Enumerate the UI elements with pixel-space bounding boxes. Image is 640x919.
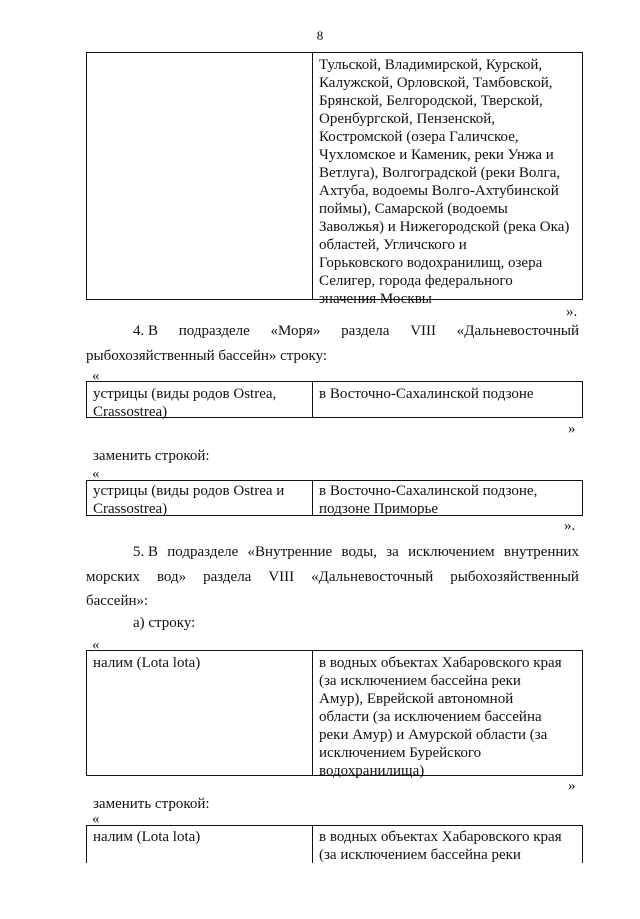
cell-line: Калужской, Орловской, Тамбовской, bbox=[319, 75, 553, 91]
word: VIII bbox=[268, 569, 295, 585]
word: за bbox=[386, 544, 399, 560]
opening-quote: « bbox=[92, 637, 100, 653]
cell-line: значения Москвы bbox=[319, 291, 432, 307]
item-5-line-1 bbox=[133, 543, 579, 561]
cell-line: Ахтуба, водоемы Волго-Ахтубинской bbox=[319, 183, 559, 199]
cell-line: Чухломское и Каменик, реки Унжа и bbox=[319, 147, 554, 163]
cell-line: налим (Lota lota) bbox=[93, 829, 201, 845]
cell-line: реки Амур) и Амурской области (за bbox=[319, 727, 548, 743]
closing-quote: ». bbox=[566, 304, 578, 320]
cell-line: Амур), Еврейской автономной bbox=[319, 691, 514, 707]
cell-line: Тульской, Владимирской, Курской, bbox=[319, 57, 543, 73]
word: «Дальневосточный bbox=[456, 323, 579, 339]
left-cell bbox=[93, 482, 284, 518]
word: «Дальневосточный bbox=[311, 569, 434, 585]
word: рыбохозяйственный bbox=[450, 569, 579, 585]
closing-quote: ». bbox=[564, 518, 576, 534]
word: воды, bbox=[341, 544, 377, 560]
cell-line: налим (Lota lota) bbox=[93, 655, 201, 671]
cell-line: Оренбургской, Пензенской, bbox=[319, 111, 496, 127]
cell-line: Crassostrea) bbox=[93, 404, 168, 420]
opening-quote: « bbox=[92, 466, 100, 482]
closing-quote: » bbox=[568, 778, 576, 794]
cell-line: в Восточно-Сахалинской подзоне bbox=[319, 386, 534, 402]
item-5-sub-a: а) строку: bbox=[133, 615, 196, 631]
replace-label: заменить строкой: bbox=[93, 448, 210, 464]
word: морских bbox=[86, 569, 140, 585]
item-5-line-3: бассейн»: bbox=[86, 593, 149, 609]
column-divider bbox=[312, 53, 313, 299]
word: исключением bbox=[408, 544, 495, 560]
table-new-oysters bbox=[86, 480, 583, 516]
cell-line: Горьковского водохранилищ, озера bbox=[319, 255, 543, 271]
cell-line: в Восточно-Сахалинской подзоне, bbox=[319, 483, 538, 499]
word: 4. В bbox=[133, 323, 159, 339]
word: раздела bbox=[203, 569, 252, 585]
closing-quote: » bbox=[568, 421, 576, 437]
table-new-burbot bbox=[86, 825, 583, 863]
word: вод» bbox=[156, 569, 187, 585]
cell-line: (за исключением бассейна реки bbox=[319, 847, 521, 863]
word: «Моря» bbox=[270, 323, 321, 339]
word: «Внутренние bbox=[247, 544, 333, 560]
left-cell bbox=[93, 828, 200, 846]
cell-line: области (за исключением бассейна bbox=[319, 709, 542, 725]
page-number: 8 bbox=[316, 28, 324, 43]
table-continued bbox=[86, 52, 583, 307]
cell-line: исключением Бурейского bbox=[319, 745, 482, 761]
right-cell bbox=[319, 385, 534, 403]
cell-line: подзоне Приморье bbox=[319, 501, 439, 517]
column-divider bbox=[312, 826, 313, 863]
word: подразделе bbox=[178, 323, 250, 339]
word: подразделе bbox=[167, 544, 239, 560]
cell-line: областей, Угличского и bbox=[319, 237, 467, 253]
word: VIII bbox=[410, 323, 437, 339]
opening-quote: « bbox=[92, 811, 100, 827]
cell-line: (за исключением бассейна реки bbox=[319, 673, 521, 689]
word: внутренних bbox=[503, 544, 579, 560]
cell-line: водохранилища) bbox=[319, 763, 425, 779]
column-divider bbox=[312, 382, 313, 417]
cell-line: Ветлуга), Волгоградской (реки Волга, bbox=[319, 165, 561, 181]
table-old-burbot bbox=[86, 650, 583, 779]
right-cell bbox=[319, 482, 537, 518]
table-old-oysters bbox=[86, 381, 583, 418]
item-4-line-2: рыбохозяйственный бассейн» строку: bbox=[86, 348, 328, 364]
cell-line: Заволжья) и Нижегородской (река Ока) bbox=[319, 219, 570, 235]
opening-quote: « bbox=[92, 368, 100, 384]
cell-line: устрицы (виды родов Ostrea и bbox=[93, 483, 285, 499]
cell-line: устрицы (виды родов Ostrea, bbox=[93, 386, 277, 402]
cell-line: Брянской, Белгородской, Тверской, bbox=[319, 93, 543, 109]
cell-line: поймы), Самарской (водоемы bbox=[319, 201, 508, 217]
word: раздела bbox=[341, 323, 390, 339]
left-cell bbox=[93, 654, 200, 672]
right-cell bbox=[319, 828, 562, 864]
cell-line: в водных объектах Хабаровского края bbox=[319, 655, 562, 671]
cell-line: Crassostrea) bbox=[93, 501, 168, 517]
word: 5. В bbox=[133, 544, 159, 560]
left-cell bbox=[93, 385, 276, 421]
cell-line: в водных объектах Хабаровского края bbox=[319, 829, 562, 845]
cell-line: Селигер, города федерального bbox=[319, 273, 513, 289]
item-5-line-2 bbox=[86, 568, 579, 586]
column-divider bbox=[312, 651, 313, 775]
cell-line: Костромской (озера Галичское, bbox=[319, 129, 519, 145]
item-4-line-1 bbox=[133, 322, 579, 340]
right-cell bbox=[319, 56, 569, 308]
replace-label: заменить строкой: bbox=[93, 796, 210, 812]
column-divider bbox=[312, 481, 313, 515]
right-cell bbox=[319, 654, 562, 780]
